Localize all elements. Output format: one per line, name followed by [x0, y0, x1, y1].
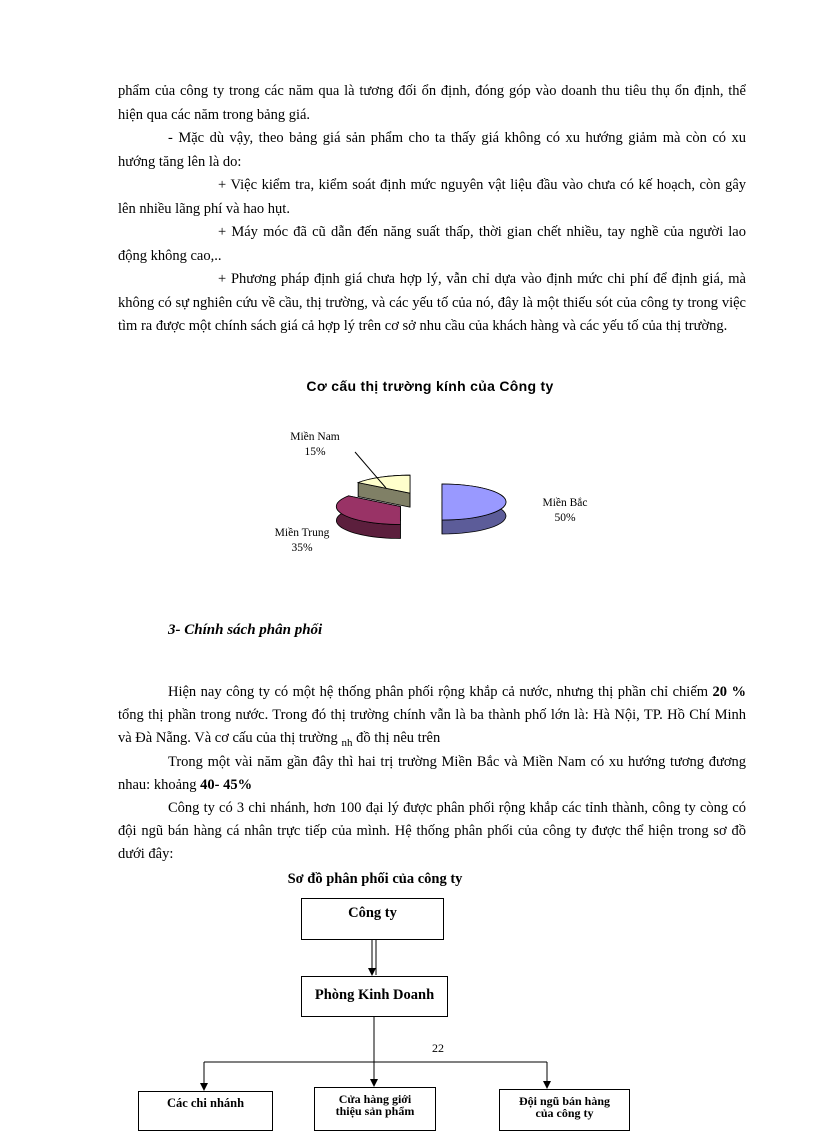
diagram-title: Sơ đồ phân phối của công ty — [287, 871, 463, 887]
text-run: tổng thị phần trong nước. Trong đó thị trường chính vẫn là ba thành phố lớn là: Hà Nội, TP. Hồ Chí Minh và Đà Nẵng. Và cơ cấu của thị trường — [118, 707, 746, 746]
box-label: Đội ngũ bán hàng — [518, 1094, 611, 1108]
box-label: Phòng Kinh Doanh — [314, 987, 435, 1003]
paragraph: Công ty có 3 chi nhánh, hơn 100 đại lý được phân phối rộng khắp các tỉnh thành, công ty còng có đội ngũ bán hàng cá nhân trực tiếp của mình. Hệ thống phân phối của công ty được thể hiện trong sơ đồ dưới đây: — [118, 800, 746, 862]
pie-label-name: Miền Nam — [290, 431, 340, 443]
diagram-box-branches — [138, 1091, 273, 1131]
pie-label-value: 50% — [554, 512, 576, 524]
bold-text: 40- 45% — [200, 777, 253, 793]
section-heading: 3- Chính sách phân phối — [168, 622, 323, 638]
box-label: Các chi nhánh — [166, 1096, 245, 1110]
pie-label-value: 15% — [304, 446, 326, 458]
text-run: Trong một vài năm gần đây thì hai trị trường Miền Bắc và Miền Nam có xu hướng tương đương nhau: khoảng — [118, 754, 746, 793]
paragraph: + Việc kiểm tra, kiểm soát định mức nguyên vật liệu đầu vào chưa có kế hoạch, còn gây lên nhiều lãng phí và hao hụt. — [118, 177, 746, 217]
text-run: Hiện nay công ty có một hệ thống phân phối rộng khắp cả nước, nhưng thị phần chỉ chiếm — [168, 684, 713, 700]
box-label: Công ty — [348, 905, 397, 921]
chart-title: Cơ cấu thị trường kính của Công ty — [306, 378, 554, 394]
diagram-box-company — [301, 898, 444, 940]
page-number: 22 — [432, 1041, 444, 1055]
diagram-box-salesforce — [499, 1089, 630, 1131]
paragraph: - Mặc dù vậy, theo bảng giá sản phẩm cho ta thấy giá không có xu hướng giảm mà còn có xu hướng tăng lên là do: — [118, 130, 746, 170]
box-label: Cửa hàng giới — [338, 1092, 412, 1106]
paragraph: + Máy móc đã cũ dẫn đến năng suất thấp, thời gian chết nhiều, tay nghề của người lao động không cao,.. — [118, 224, 746, 264]
diagram-box-showrooms — [314, 1087, 436, 1131]
pie-label-name: Miền Trung — [274, 527, 330, 539]
diagram-box-sales-department — [301, 976, 448, 1017]
box-label: thiệu sản phẩm — [335, 1104, 415, 1118]
paragraph: + Phương pháp định giá chưa hợp lý, vẫn chỉ dựa vào định mức chi phí để định giá, mà không có sự nghiên cứu về cầu, thị trường, và các yếu tố của nó, đây là một thiếu sót của công ty trong việc tìm ra được một chính sách giá cả hợp lý trên cơ sở nhu cầu của khách hàng và các yếu tố của thị trường. — [118, 271, 746, 334]
text-run: nh — [341, 737, 353, 749]
bold-text: 20 % — [712, 684, 746, 700]
box-label: của công ty — [535, 1106, 594, 1120]
paragraph: phẩm của công ty trong các năm qua là tương đối ổn định, đóng góp vào doanh thu tiêu thụ ổn định, thể hiện qua các năm trong bảng giá. — [118, 83, 746, 123]
pie-label-name: Miền Bắc — [542, 497, 588, 509]
pie-label-value: 35% — [291, 542, 313, 554]
text-run: đồ thị nêu trên — [352, 730, 441, 746]
